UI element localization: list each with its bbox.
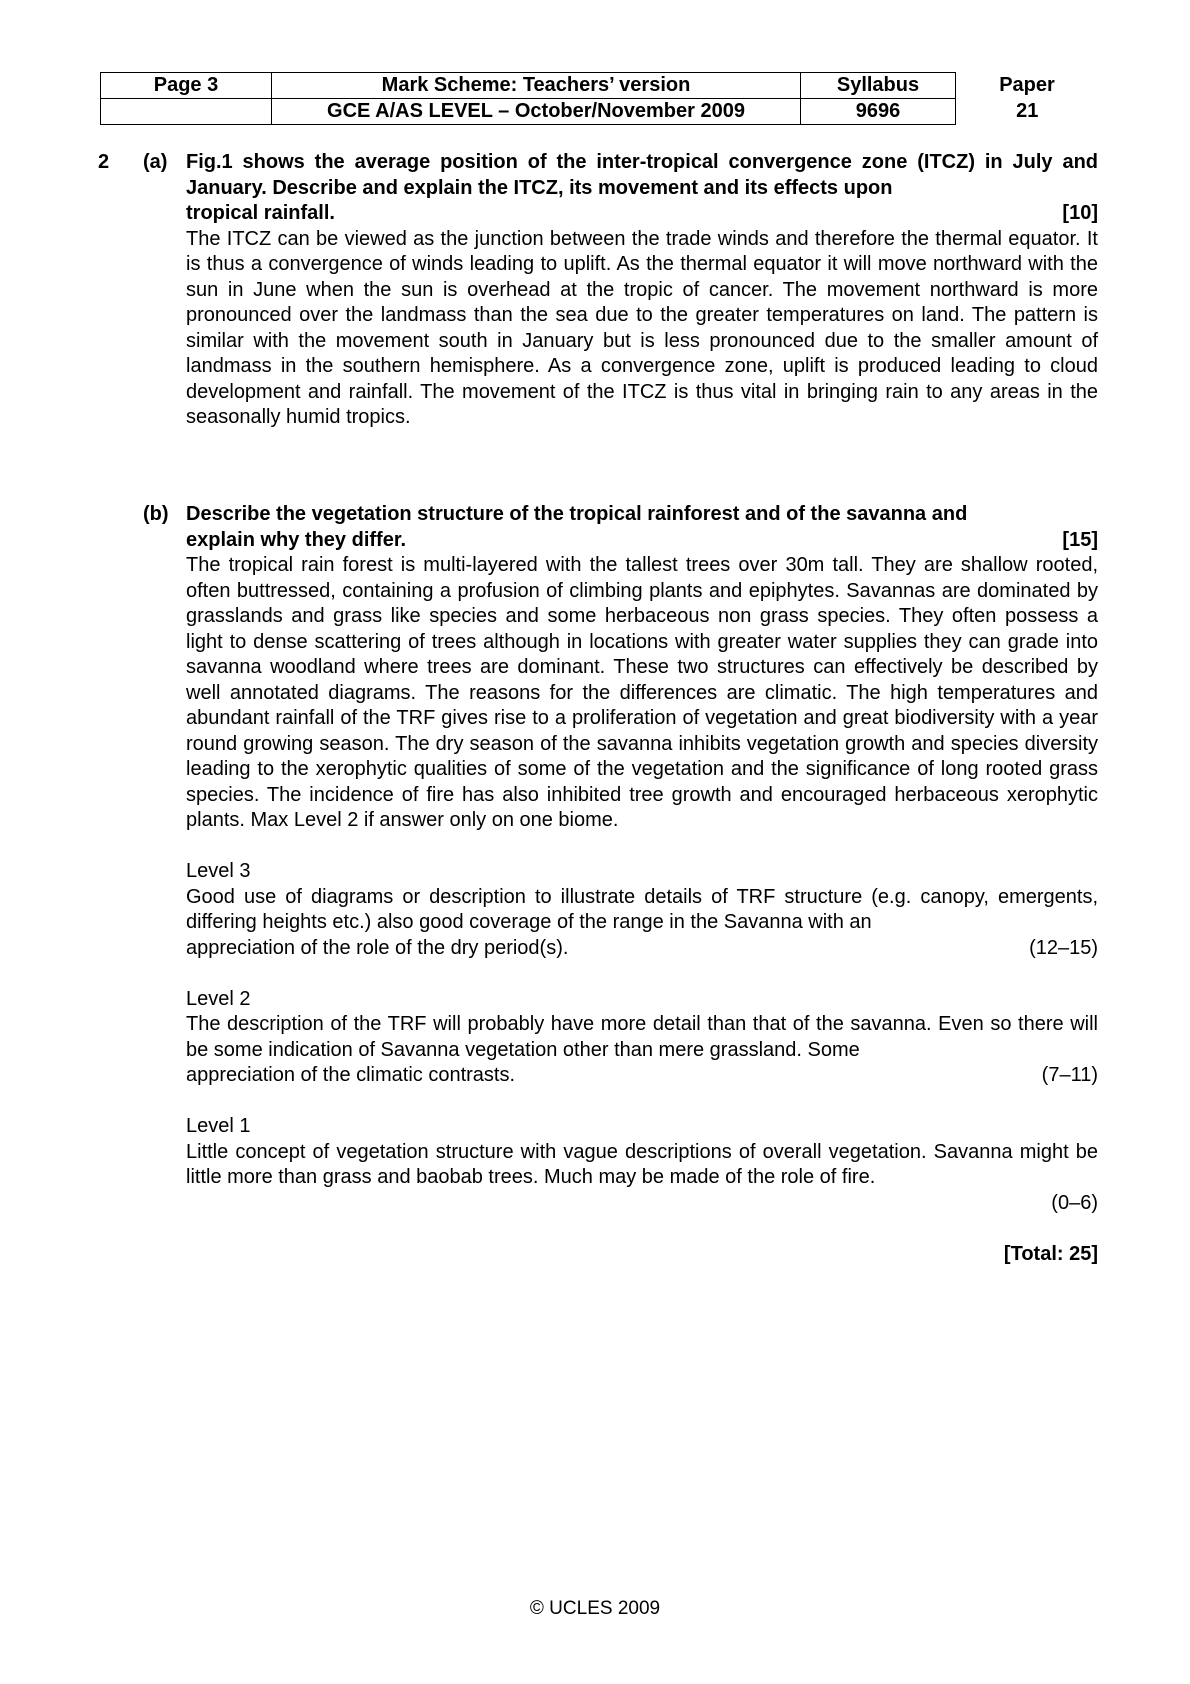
part-a-question-last-line: tropical rainfall. — [186, 202, 335, 224]
level-3-text-end: appreciation of the role of the dry period(s). — [186, 936, 569, 959]
part-a-answer: The ITCZ can be viewed as the junction between the trade winds and therefore the thermal equator. It is thus a convergence of winds leading to uplift. As the thermal equator it will move northward with the sun in June when the sun is overhead at the tropic of cancer. The movement northward is more pronounced over the landmass than the sea due to the greater temperatures on land. The pattern is similar with the movement south in January but is less pronounced due to the smaller amount of landmass in the southern hemisphere. As a convergence zone, uplift is produced leading to cloud development and rainfall. The movement of the ITCZ is thus vital in bringing rain to any areas in the seasonally humid tropics. — [186, 227, 1098, 428]
part-b-question: Describe the vegetation structure of the tropical rainforest and of the savanna and — [186, 503, 968, 525]
level-2-title: Level 2 — [186, 987, 251, 1010]
page-number: Page 3 — [101, 73, 272, 99]
paper-label: Paper — [999, 74, 1055, 96]
level-2 — [186, 987, 1098, 1089]
level-3-last-line — [186, 936, 1098, 962]
part-b-question-end — [186, 528, 1098, 554]
part-a-section — [186, 150, 1098, 431]
part-a-marks: [10] — [1062, 202, 1098, 224]
level-3-title: Level 3 — [186, 860, 251, 882]
part-a-label: (a) — [143, 151, 168, 173]
part-a-question-end — [186, 201, 1098, 227]
level-3-text: Good use of diagrams or description to illustrate details of TRF structure (e.g. canopy, emergents, differing heights etc.) also good coverage of the range in the Savanna with an — [186, 885, 1098, 933]
level-1-text: Little concept of vegetation structure with vague descriptions of overall vegetation. Savanna might be little more than grass and baobab trees. Much may be made of the role of fire. — [186, 1140, 1098, 1188]
part-a-question: Fig.1 shows the average position of the inter-tropical convergence zone (ITCZ) in July and January. Describe and explain the ITCZ, its movement and its effects upon — [186, 151, 1098, 199]
part-b-marks: [15] — [1062, 528, 1098, 551]
level-1 — [186, 1114, 1098, 1216]
level-3-range: (12–15) — [1029, 936, 1098, 959]
part-b-label: (b) — [143, 503, 169, 525]
level-1-title: Level 1 — [186, 1115, 251, 1137]
level-2-text-end: appreciation of the climatic contrasts. — [186, 1064, 516, 1086]
syllabus-code: 9696 — [801, 99, 956, 125]
exam-session: GCE A/AS LEVEL – October/November 2009 — [272, 99, 801, 125]
header-title: Mark Scheme: Teachers’ version — [272, 73, 801, 99]
level-2-text: The description of the TRF will probably have more detail than that of the savanna. Even so there will be some indication of Savanna vegetation other than mere grassland. Some — [186, 1013, 1098, 1061]
part-b-section — [186, 502, 1098, 1267]
level-2-last-line — [186, 1063, 1098, 1089]
header-empty-cell — [101, 99, 272, 125]
paper-number: 21 — [1016, 100, 1039, 122]
copyright-footer: © UCLES 2009 — [529, 1598, 661, 1619]
level-2-range: (7–11) — [1041, 1064, 1098, 1086]
total-marks: [Total: 25] — [1003, 1242, 1098, 1265]
part-b-answer: The tropical rain forest is multi-layered with the tallest trees over 30m tall. They are shallow rooted, often buttressed, containing a profusion of climbing plants and epiphytes. Savannas are dominated by grasslands and grass like species and some herbaceous non grass species. They often possess a light to dense scattering of trees although in locations with greater water supplies they can grade into savanna woodland where trees are dominant. These two structures can effectively be described by well annotated diagrams. The reasons for the differences are climatic. The high temperatures and abundant rainfall of the TRF gives rise to a proliferation of vegetation and great biodiversity with a year round growing season. The dry season of the savanna inhibits vegetation growth and species diversity leading to the xerophytic qualities of some of the vegetation and the significance of long rooted grass species. The incidence of fire has also inhibited tree growth and encouraged herbaceous xerophytic plants. Max Level 2 if answer only on one biome. — [186, 554, 1098, 831]
question-number: 2 — [98, 151, 110, 173]
part-b-question-last-line: explain why they differ. — [186, 528, 407, 551]
level-1-range: (0–6) — [1051, 1191, 1098, 1214]
level-3 — [186, 859, 1098, 961]
syllabus-label: Syllabus — [801, 73, 956, 99]
header-table — [100, 72, 1099, 125]
